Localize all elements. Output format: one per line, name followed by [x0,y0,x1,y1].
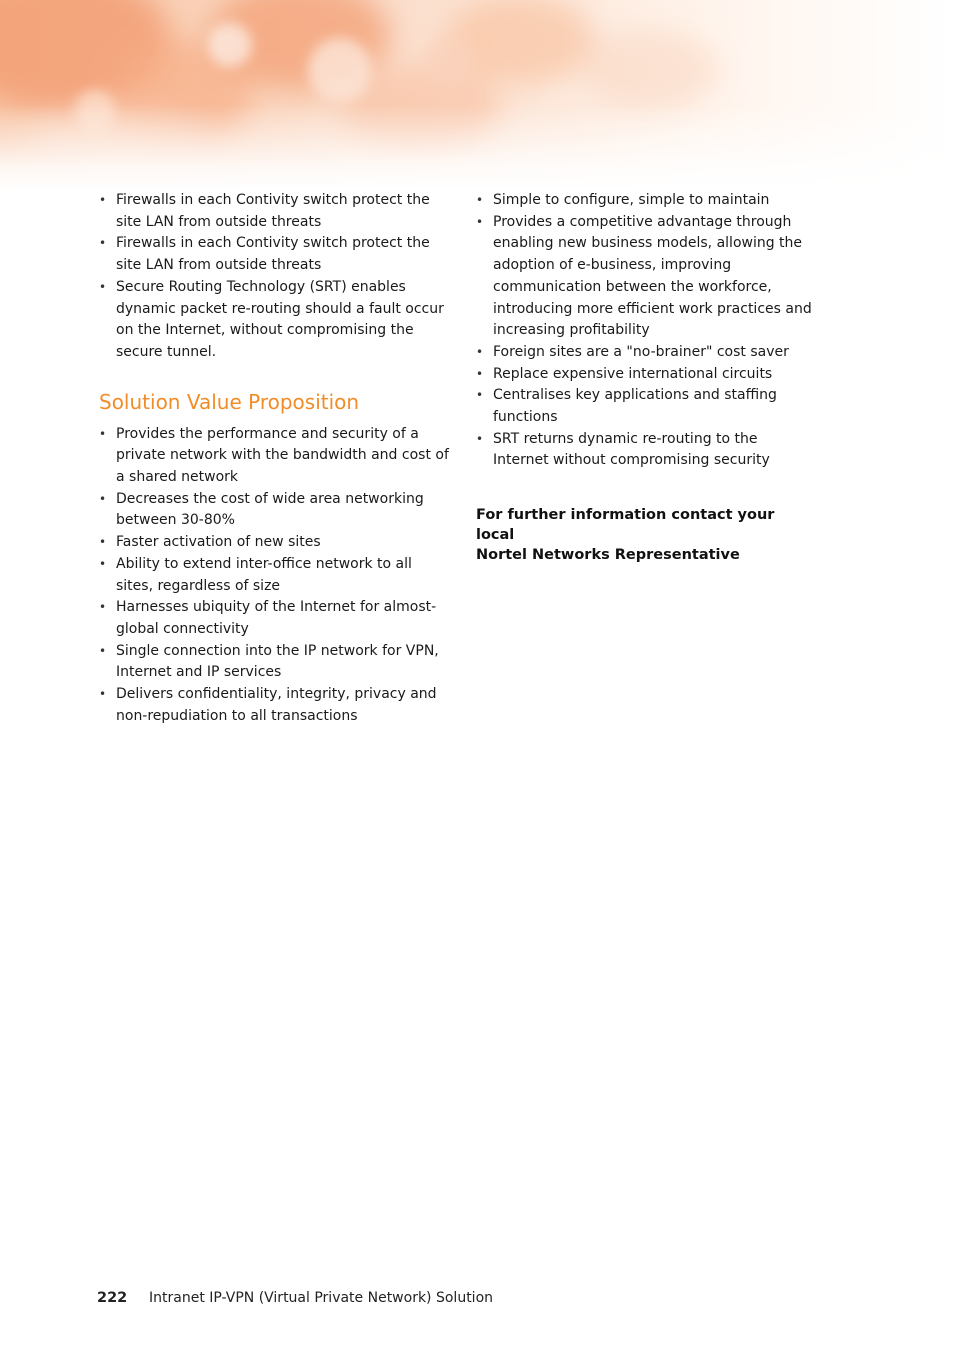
list-item: • Firewalls in each Contivity switch protect the site LAN from outside threats [99,192,430,230]
section-heading: Solution Value Proposition [99,389,360,414]
list-item: • Provides a competitive advantage through enabling new business models, allowing the adoption of e-business, improving communication between the workforce, introducing more efficient work practices and increasing profitability [476,213,812,339]
benefit-bullet-list [476,190,816,472]
list-item: • Delivers confidentiality, integrity, privacy and non-repudiation to all transactions [99,686,437,724]
footer-document-title: Intranet IP-VPN (Virtual Private Network) Solution [149,1290,494,1306]
bullet-icon: • [476,344,484,359]
list-item: • Harnesses ubiquity of the Internet for almost-global connectivity [99,599,437,637]
intro-bullet-list [99,190,451,364]
bullet-icon: • [99,279,107,294]
list-item: • Provides the performance and security of a private network with the bandwidth and cost of a shared network [99,425,449,486]
bullet-icon: • [99,193,107,207]
contact-line: Nortel Networks Representative [476,547,740,564]
bullet-icon: • [476,431,484,446]
header-banner-image [0,0,954,190]
page-footer [97,1288,493,1308]
bullet-icon: • [99,600,107,615]
bullet-icon: • [99,426,107,441]
list-item: • Faster activation of new sites [99,532,451,554]
bullet-icon: • [99,236,107,251]
right-column [476,190,816,565]
bullet-icon: • [99,556,107,571]
list-item: • Foreign sites are a "no-brainer" cost saver [476,342,816,364]
contact-line: For further information contact your local [476,507,775,544]
list-item: • SRT returns dynamic re-routing to the Internet without compromising security [476,430,770,469]
list-item: • Ability to extend inter-office network to all sites, regardless of size [99,555,412,594]
bullet-icon: • [476,366,484,381]
bullet-icon: • [99,491,107,506]
list-item: • Simple to configure, simple to maintain [476,190,816,212]
bullet-icon: • [476,214,484,229]
list-item: • Replace expensive international circuits [476,364,816,386]
bullet-icon: • [99,535,107,550]
bullet-icon: • [99,643,107,658]
page-number: 222 [97,1290,128,1306]
bullet-icon: • [476,388,484,403]
bullet-icon: • [476,193,484,207]
value-bullet-list [99,424,451,728]
bullet-icon: • [99,687,107,702]
banner-fade-overlay [0,0,954,190]
list-item: • Decreases the cost of wide area networking between 30-80% [99,490,424,529]
contact-callout [476,505,816,565]
left-column [99,190,451,727]
list-item: • Single connection into the IP network for VPN, Internet and IP services [99,642,439,681]
list-item: • Secure Routing Technology (SRT) enables dynamic packet re-routing should a fault occur on the Internet, without compromising the secure tunnel. [99,278,444,360]
list-item: • Centralises key applications and staffing functions [476,387,777,426]
list-item: • Firewalls in each Contivity switch protect the site LAN from outside threats [99,235,430,274]
